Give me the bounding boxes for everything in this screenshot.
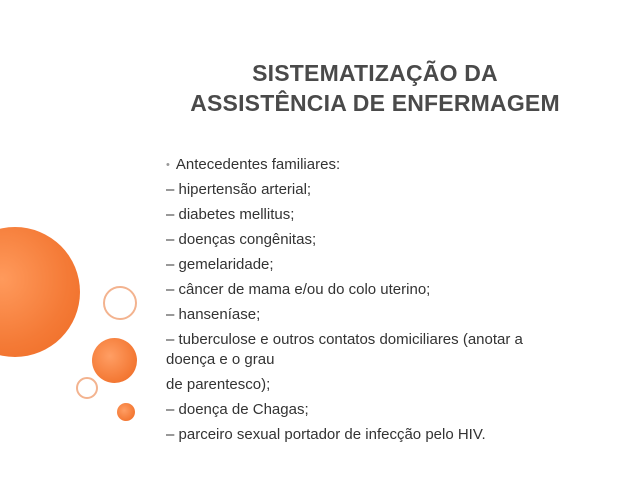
list-item: – hipertensão arterial; — [166, 181, 312, 198]
list-item-line: – tuberculose e outros contatos domiciliares (anotar a — [166, 331, 523, 348]
list-item: – doença de Chagas; — [166, 401, 309, 418]
list-item: – parceiro sexual portador de infecção pelo HIV. — [166, 426, 486, 443]
bullet-heading-text: Antecedentes familiares: — [175, 156, 341, 173]
slide-title-line-1: SISTEMATIZAÇÃO DA — [252, 60, 498, 86]
slide-content — [166, 154, 566, 450]
decorative-ring-upper — [103, 286, 137, 320]
slide-title — [165, 58, 585, 118]
list-item: – câncer de mama e/ou do colo uterino; — [166, 281, 431, 298]
list-item: – gemelaridade; — [166, 256, 274, 273]
list-item: – hanseníase; — [166, 306, 261, 323]
bullet-dot-icon: • — [166, 159, 170, 171]
list-item: – diabetes mellitus; — [166, 206, 295, 223]
bullet-heading — [166, 154, 566, 176]
decorative-circle-medium — [92, 338, 137, 383]
list-item: – doenças congênitas; — [166, 231, 317, 248]
list-item: de parentesco); — [166, 376, 271, 393]
slide-title-line-2: ASSISTÊNCIA DE ENFERMAGEM — [190, 90, 560, 116]
list-item-multiline — [166, 330, 566, 370]
decorative-ring-lower — [76, 377, 98, 399]
list-item-line: doença e o grau — [166, 351, 275, 368]
decorative-circle-large — [0, 227, 80, 357]
decorative-circle-small — [117, 403, 135, 421]
